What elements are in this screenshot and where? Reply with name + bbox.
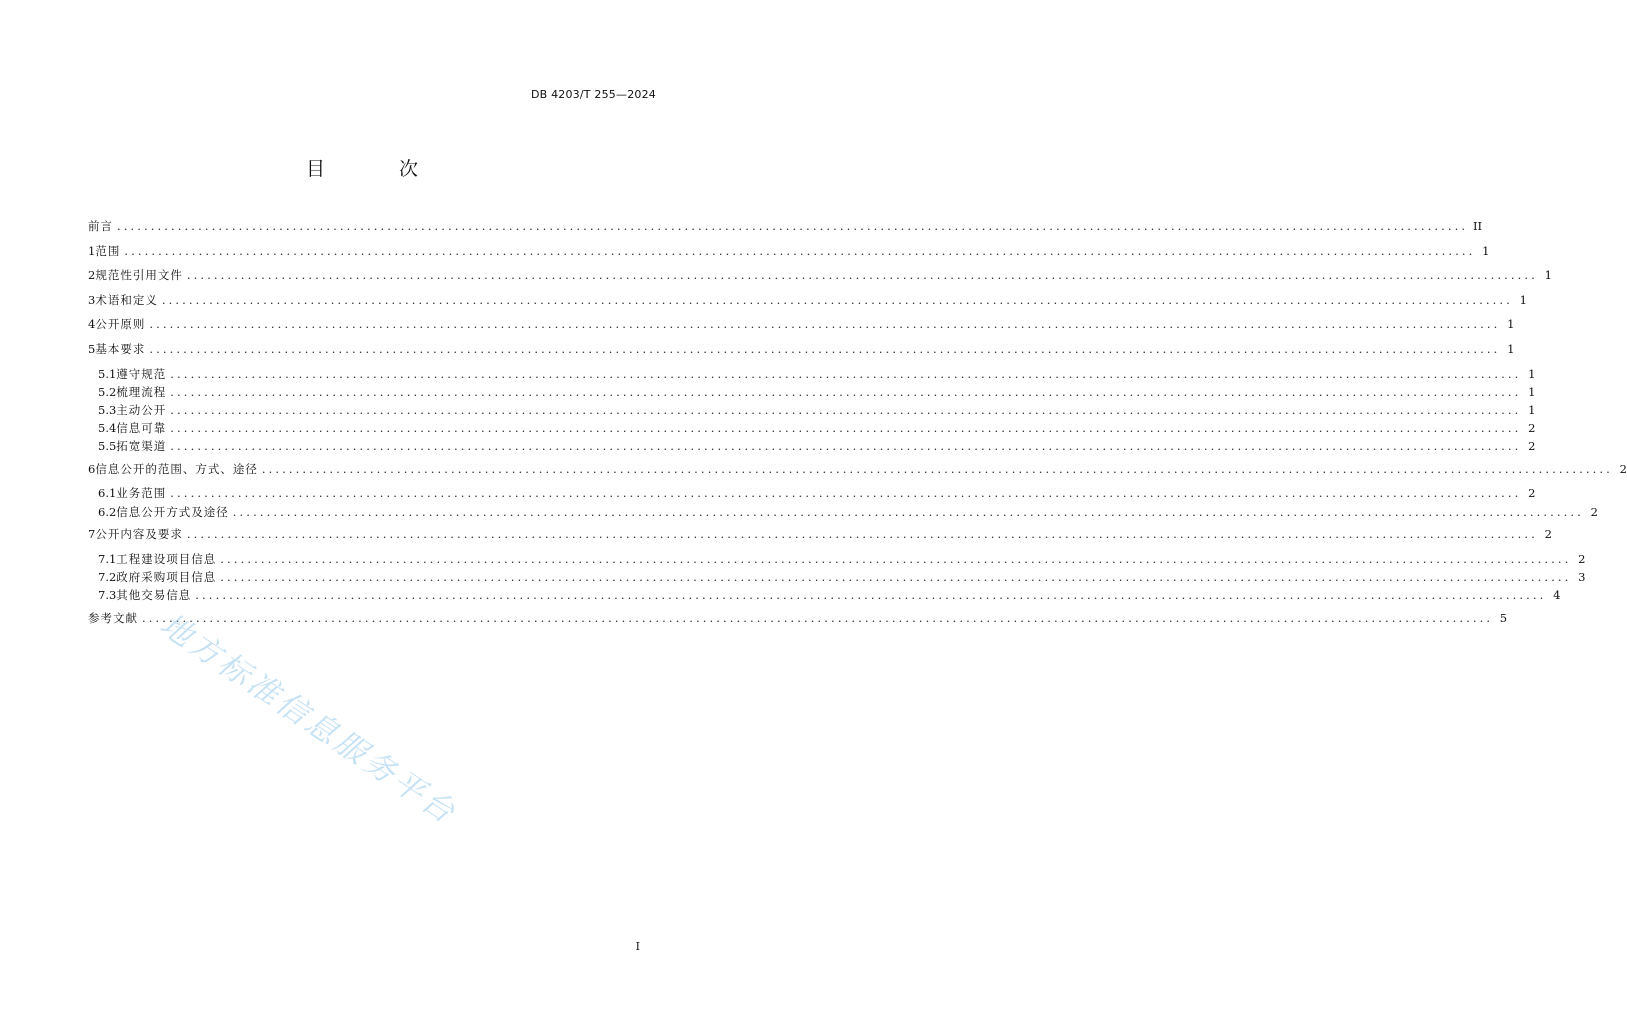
toc-entry-page: 3 bbox=[1578, 570, 1586, 585]
toc-entry-page: 2 bbox=[1619, 461, 1627, 476]
toc-entry-number: 5 bbox=[88, 341, 96, 356]
toc-entry[interactable] bbox=[88, 461, 1627, 486]
toc-entry[interactable] bbox=[88, 292, 1527, 317]
toc-entry-page: 1 bbox=[1528, 402, 1536, 417]
toc-entry-page: 2 bbox=[1544, 527, 1552, 542]
toc-entry[interactable] bbox=[88, 504, 1598, 522]
toc-entry-label: 参考文献 bbox=[88, 611, 138, 626]
toc-entry-number: 6 bbox=[88, 461, 96, 476]
toc-entry[interactable] bbox=[88, 526, 1552, 551]
toc-entry-number: 6.2 bbox=[98, 504, 117, 519]
toc-entry-page: 1 bbox=[1507, 317, 1515, 332]
dot-leader: ........................................................................................................................................................................................................ bbox=[161, 292, 1513, 307]
toc-entry[interactable] bbox=[88, 587, 1561, 605]
toc-entry[interactable] bbox=[88, 402, 1536, 420]
toc-entry[interactable] bbox=[88, 341, 1515, 366]
toc-entry-page: 1 bbox=[1482, 243, 1490, 258]
toc-entry[interactable] bbox=[88, 569, 1586, 587]
dot-leader: ........................................................................................................................................................................................................ bbox=[149, 341, 1501, 356]
dot-leader: ........................................................................................................................................................................................................ bbox=[149, 317, 1501, 332]
dot-leader: ........................................................................................................................................................................................................ bbox=[220, 552, 1572, 566]
toc-entry-page: 1 bbox=[1528, 384, 1536, 399]
toc-entry-label: 基本要求 bbox=[95, 341, 146, 356]
toc-entry-label: 信息可靠 bbox=[116, 420, 167, 435]
dot-leader: ........................................................................................................................................................................................................ bbox=[170, 384, 1522, 399]
dot-leader: ........................................................................................................................................................................................................ bbox=[186, 527, 1538, 542]
dot-leader: ........................................................................................................................................................................................................ bbox=[170, 486, 1522, 501]
toc-entry-number: 2 bbox=[88, 268, 96, 283]
toc-entry-number: 5.5 bbox=[98, 438, 117, 453]
toc-entry-page: 1 bbox=[1544, 268, 1552, 283]
toc-entry-page: 2 bbox=[1528, 438, 1536, 453]
toc-entry-label: 遵守规范 bbox=[116, 366, 167, 381]
toc-entry-page: 2 bbox=[1528, 486, 1536, 501]
dot-leader: ........................................................................................................................................................................................................ bbox=[142, 611, 1494, 626]
toc-entry-label: 其他交易信息 bbox=[116, 588, 192, 603]
toc-entry-number: 4 bbox=[88, 317, 96, 332]
toc-entry-page: 5 bbox=[1499, 611, 1508, 626]
toc-entry-page: 2 bbox=[1590, 504, 1598, 519]
watermark: 地方标准信息服务平台 bbox=[153, 606, 464, 833]
toc-entry[interactable] bbox=[88, 485, 1536, 503]
toc-entry-page: 1 bbox=[1528, 366, 1536, 381]
dot-leader: ........................................................................................................................................................................................................ bbox=[170, 438, 1522, 453]
toc-entry-page: 2 bbox=[1528, 420, 1536, 435]
toc-entry[interactable] bbox=[88, 366, 1536, 384]
toc-entry-label: 业务范围 bbox=[116, 486, 167, 501]
dot-leader: ........................................................................................................................................................................................................ bbox=[170, 402, 1522, 417]
toc-entry[interactable] bbox=[88, 267, 1552, 292]
toc-entry-label: 主动公开 bbox=[116, 402, 167, 417]
page-title: 目 次 bbox=[305, 158, 453, 180]
dot-leader: ........................................................................................................................................................................................................ bbox=[186, 268, 1538, 283]
toc-entry-label: 公开内容及要求 bbox=[95, 527, 183, 542]
toc-entry[interactable] bbox=[88, 218, 1483, 243]
toc-entry[interactable] bbox=[88, 384, 1536, 402]
toc-entry-label: 拓宽渠道 bbox=[116, 438, 167, 453]
toc-entry-number: 1 bbox=[88, 243, 96, 258]
toc-entry-number: 5.4 bbox=[98, 420, 117, 435]
toc-entry-page: 1 bbox=[1507, 341, 1515, 356]
toc-entry-page: 1 bbox=[1519, 292, 1527, 307]
toc-entry[interactable] bbox=[88, 243, 1490, 268]
toc-entry-page: II bbox=[1473, 219, 1483, 233]
dot-leader: ........................................................................................................................................................................................................ bbox=[261, 461, 1613, 476]
toc-entry-number: 5.3 bbox=[98, 402, 117, 417]
toc-entry-number: 5.1 bbox=[98, 366, 117, 381]
toc-entry-page: 2 bbox=[1578, 552, 1586, 566]
dot-leader: ........................................................................................................................................................................................................ bbox=[220, 570, 1572, 585]
toc-entry-number: 3 bbox=[88, 292, 96, 307]
toc-entry-label: 政府采购项目信息 bbox=[116, 570, 217, 585]
toc-entry-label: 术语和定义 bbox=[95, 292, 158, 307]
toc-entry-number: 7.1 bbox=[98, 552, 117, 566]
toc-entry-label: 信息公开方式及途径 bbox=[116, 504, 229, 519]
document-code: DB 4203/T 255—2024 bbox=[530, 88, 656, 101]
toc-entry-number: 7 bbox=[88, 527, 96, 542]
dot-leader: ........................................................................................................................................................................................................ bbox=[170, 366, 1522, 381]
toc-entry-label: 工程建设项目信息 bbox=[116, 552, 217, 566]
toc-entry-label: 范围 bbox=[95, 243, 121, 258]
toc-entry[interactable] bbox=[88, 438, 1536, 456]
page-number: I bbox=[635, 940, 640, 953]
toc-entry-number: 7.3 bbox=[98, 588, 117, 603]
table-of-contents bbox=[88, 218, 1627, 635]
toc-entry-label: 规范性引用文件 bbox=[95, 268, 183, 283]
toc-entry-number: 6.1 bbox=[98, 486, 117, 501]
toc-entry-label: 信息公开的范围、方式、途径 bbox=[95, 461, 258, 476]
toc-entry-number: 5.2 bbox=[98, 384, 117, 399]
toc-entry-label: 梳理流程 bbox=[116, 384, 167, 399]
dot-leader: ........................................................................................................................................................................................................ bbox=[124, 243, 1476, 258]
toc-entry[interactable] bbox=[88, 316, 1515, 341]
toc-entry-label: 前言 bbox=[88, 219, 113, 233]
dot-leader: ........................................................................................................................................................................................................ bbox=[232, 504, 1584, 519]
dot-leader: ........................................................................................................................................................................................................ bbox=[195, 588, 1547, 603]
dot-leader: ........................................................................................................................................................................................................ bbox=[117, 219, 1469, 233]
toc-entry-label: 公开原则 bbox=[95, 317, 146, 332]
toc-entry[interactable] bbox=[88, 551, 1586, 569]
toc-entry-number: 7.2 bbox=[98, 570, 117, 585]
dot-leader: ........................................................................................................................................................................................................ bbox=[170, 420, 1522, 435]
toc-entry[interactable] bbox=[88, 420, 1536, 438]
toc-entry-page: 4 bbox=[1553, 588, 1561, 603]
